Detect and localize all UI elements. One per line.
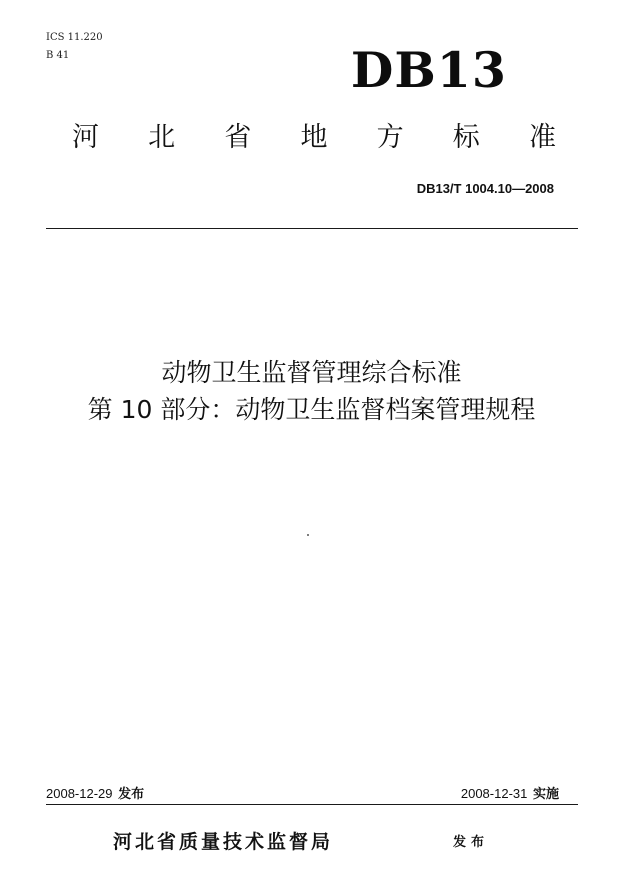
implement-date-block <box>461 786 559 802</box>
issue-label: 发布 <box>118 786 145 801</box>
implement-date: 2008-12-31 <box>460 786 528 801</box>
standard-type-heading <box>72 122 556 154</box>
ccs-code: B 41 <box>46 50 70 61</box>
standard-type-char: 河 <box>72 122 99 153</box>
standard-type-char: 省 <box>224 122 252 153</box>
scan-speck <box>307 534 309 536</box>
implement-label: 实施 <box>532 786 559 801</box>
standard-type-char: 准 <box>528 122 556 153</box>
standard-number: DB13/T 1004.10—2008 <box>416 181 554 196</box>
issue-date: 2008-12-29 <box>46 786 113 801</box>
db13-logo: DB13 <box>350 41 507 99</box>
document-title: 动物卫生监督管理综合标准 <box>161 358 462 387</box>
issue-date-block <box>46 786 144 802</box>
standard-type-char: 地 <box>300 122 328 153</box>
publisher-action: 发布 <box>453 835 490 850</box>
top-divider <box>46 228 578 229</box>
publisher-name: 河北省质量技术监督局 <box>113 831 334 853</box>
document-subtitle: 第 10 部分：动物卫生监督档案管理规程 <box>87 395 536 424</box>
standard-type-char: 标 <box>452 122 480 153</box>
ics-code: ICS 11.220 <box>46 32 103 43</box>
standard-type-char: 方 <box>376 122 404 153</box>
bottom-divider <box>46 804 578 805</box>
standard-type-char: 北 <box>148 122 176 153</box>
